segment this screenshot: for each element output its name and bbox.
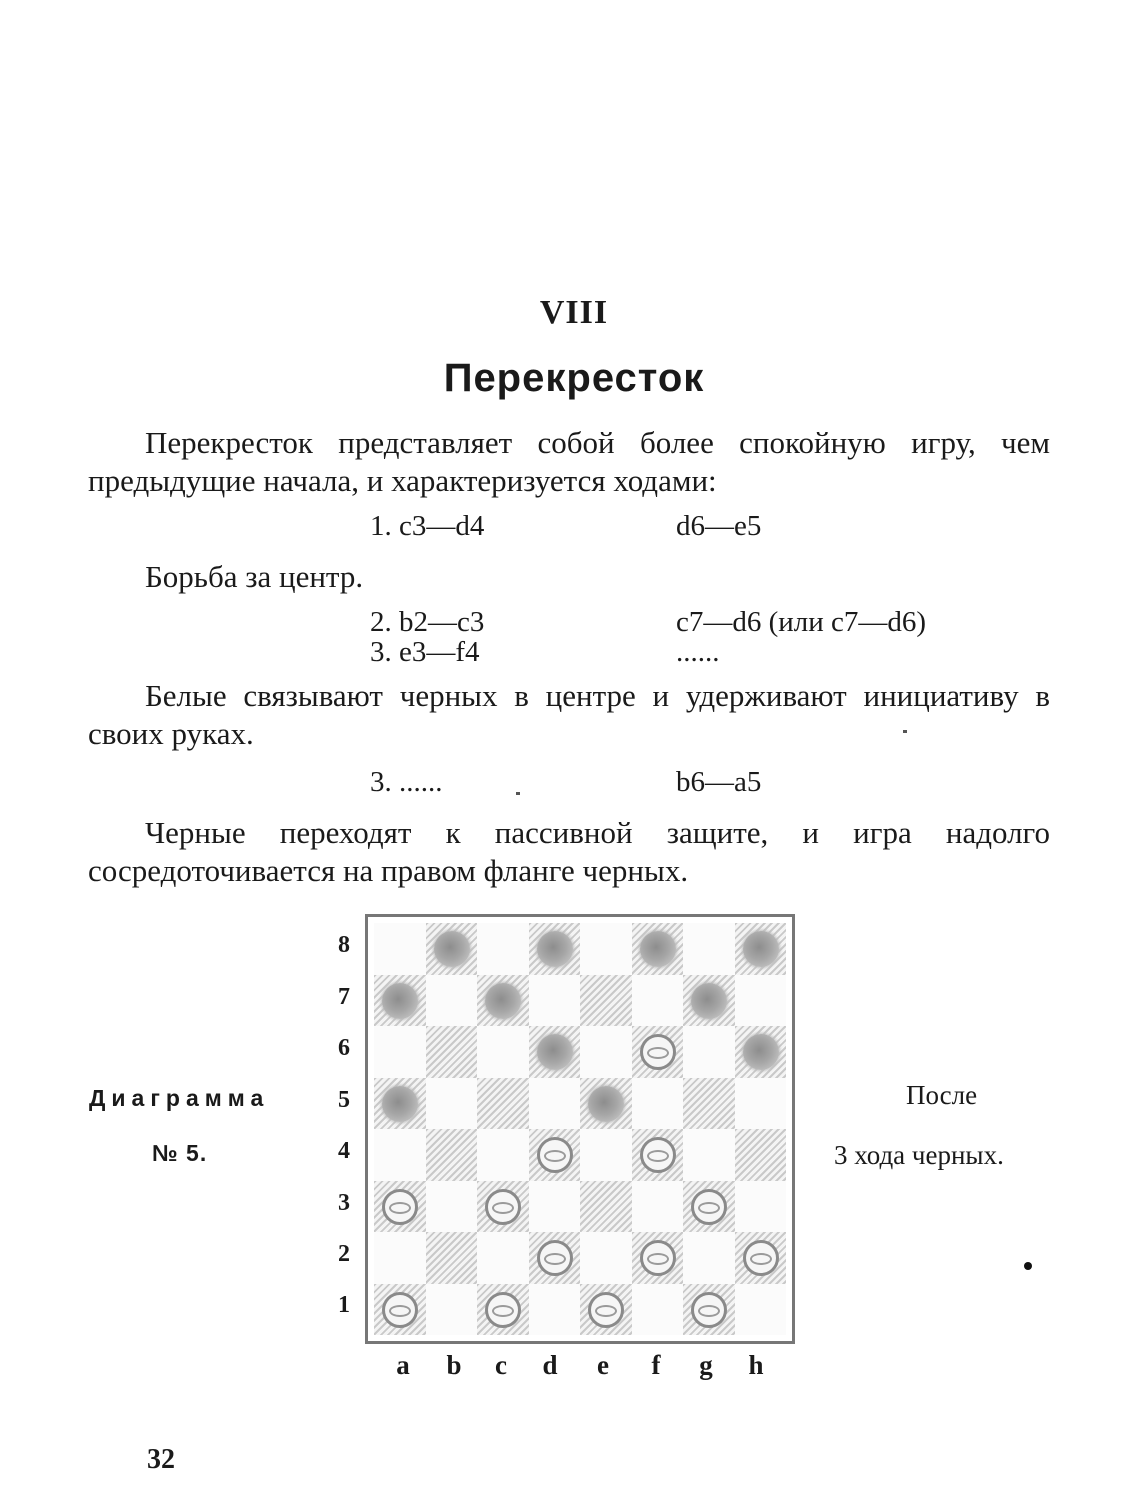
board-square-c6: [477, 1026, 529, 1078]
move-1-white: 1. c3—d4: [370, 510, 485, 542]
file-label-g: g: [699, 1350, 713, 1380]
board-square-e8: [580, 923, 632, 975]
board-square-f1: [632, 1284, 684, 1336]
file-label-d: d: [542, 1350, 558, 1380]
white-checker-d2: [537, 1240, 573, 1276]
black-passive-paragraph: [88, 814, 1050, 890]
white-checker-f2: [640, 1240, 676, 1276]
black-checker-a7: [382, 983, 418, 1019]
intro-paragraph: [88, 424, 1050, 500]
move-2-white: 2. b2—c3: [370, 606, 485, 638]
file-label-c: c: [495, 1350, 507, 1380]
board-square-g7: [683, 975, 735, 1027]
diagram-label: Диаграмма: [89, 1085, 270, 1111]
board-square-e2: [580, 1232, 632, 1284]
board-square-g1: [683, 1284, 735, 1336]
board-square-b7: [426, 975, 478, 1027]
white-checker-h2: [743, 1240, 779, 1276]
board-square-f6: [632, 1026, 684, 1078]
black-checker-g7: [691, 983, 727, 1019]
ink-dot: [1024, 1262, 1032, 1270]
white-checker-g3: [691, 1189, 727, 1225]
board-square-h6: [735, 1026, 787, 1078]
board-square-g4: [683, 1129, 735, 1181]
white-checker-f6: [640, 1034, 676, 1070]
board-square-d4: [529, 1129, 581, 1181]
black-checker-h8: [743, 931, 779, 967]
rank-label-8: 8: [338, 932, 350, 958]
board-square-e5: [580, 1078, 632, 1130]
black-checker-b8: [434, 931, 470, 967]
board-square-a3: [374, 1181, 426, 1233]
intro-text: Перекресток представляет собой более спокойную игру, чем предыдущие начала, и характеризуется ходами:: [88, 425, 1050, 498]
center-text: Борьба за центр.: [145, 559, 364, 594]
black-checker-a5: [382, 1086, 418, 1122]
board-square-h2: [735, 1232, 787, 1284]
board-square-e1: [580, 1284, 632, 1336]
board-square-g5: [683, 1078, 735, 1130]
board-square-a2: [374, 1232, 426, 1284]
board-square-d6: [529, 1026, 581, 1078]
file-label-b: b: [446, 1350, 462, 1380]
white-bind-text: Белые связывают черных в центре и удерживают инициативу в своих руках.: [88, 678, 1050, 751]
board-square-e7: [580, 975, 632, 1027]
board-square-a6: [374, 1026, 426, 1078]
board-square-c3: [477, 1181, 529, 1233]
white-checker-c3: [485, 1189, 521, 1225]
board-square-b1: [426, 1284, 478, 1336]
board-square-a8: [374, 923, 426, 975]
board-square-h8: [735, 923, 787, 975]
black-checker-h6: [743, 1034, 779, 1070]
board-square-c1: [477, 1284, 529, 1336]
rank-label-2: 2: [338, 1241, 350, 1267]
board-square-d5: [529, 1078, 581, 1130]
ink-speck: [903, 730, 907, 733]
file-label-f: f: [651, 1350, 661, 1380]
move-2-black: c7—d6 (или c7—d6): [676, 606, 927, 638]
board-square-b3: [426, 1181, 478, 1233]
board-square-d7: [529, 975, 581, 1027]
board-square-f7: [632, 975, 684, 1027]
rank-label-7: 7: [338, 984, 350, 1010]
rank-label-6: 6: [338, 1035, 350, 1061]
black-passive-text: Черные переходят к пассивной защите, и игра надолго сосредоточивается на правом фланге черных.: [88, 815, 1050, 888]
diagram-caption-after: После: [906, 1080, 978, 1110]
board-square-h5: [735, 1078, 787, 1130]
move-3b-black: b6—a5: [676, 766, 762, 798]
diagram-caption-moves: 3 хода черных.: [834, 1140, 1004, 1170]
black-checker-f8: [640, 931, 676, 967]
white-bind-paragraph: [88, 677, 1050, 753]
board-square-h7: [735, 975, 787, 1027]
board-square-c7: [477, 975, 529, 1027]
board-square-f5: [632, 1078, 684, 1130]
rank-label-3: 3: [338, 1190, 350, 1216]
move-3-black: ......: [676, 636, 720, 668]
board-square-e4: [580, 1129, 632, 1181]
white-checker-f4: [640, 1137, 676, 1173]
board-square-g8: [683, 923, 735, 975]
file-label-h: h: [748, 1350, 764, 1380]
board-square-c8: [477, 923, 529, 975]
white-checker-a1: [382, 1292, 418, 1328]
board-square-c4: [477, 1129, 529, 1181]
white-checker-e1: [588, 1292, 624, 1328]
board-square-a4: [374, 1129, 426, 1181]
rank-label-4: 4: [338, 1138, 350, 1164]
board-square-e3: [580, 1181, 632, 1233]
checkers-board-frame: [365, 914, 795, 1344]
white-checker-c1: [485, 1292, 521, 1328]
file-label-a: a: [396, 1350, 410, 1380]
board-square-g3: [683, 1181, 735, 1233]
black-checker-e5: [588, 1086, 624, 1122]
rank-label-5: 5: [338, 1087, 350, 1113]
white-checker-g1: [691, 1292, 727, 1328]
ink-speck: [516, 792, 520, 795]
white-checker-d4: [537, 1137, 573, 1173]
board-square-d1: [529, 1284, 581, 1336]
board-square-b2: [426, 1232, 478, 1284]
board-square-f3: [632, 1181, 684, 1233]
board-square-h1: [735, 1284, 787, 1336]
board-square-f8: [632, 923, 684, 975]
board-square-h3: [735, 1181, 787, 1233]
board-square-a5: [374, 1078, 426, 1130]
board-square-b8: [426, 923, 478, 975]
move-3b-white: 3. ......: [370, 766, 443, 798]
board-square-a7: [374, 975, 426, 1027]
board-square-d2: [529, 1232, 581, 1284]
move-3-white: 3. e3—f4: [370, 636, 480, 668]
chapter-number: VIII: [539, 294, 609, 331]
board-square-e6: [580, 1026, 632, 1078]
board-square-g2: [683, 1232, 735, 1284]
diagram-number: № 5.: [152, 1140, 208, 1166]
chapter-title: Перекресток: [443, 356, 705, 400]
center-paragraph: [88, 558, 1050, 596]
board-square-d3: [529, 1181, 581, 1233]
board-square-b6: [426, 1026, 478, 1078]
page-number: 32: [147, 1444, 175, 1475]
board-square-d8: [529, 923, 581, 975]
black-checker-d8: [537, 931, 573, 967]
file-label-e: e: [597, 1350, 609, 1380]
board-square-b4: [426, 1129, 478, 1181]
checkers-board: [374, 923, 786, 1335]
board-square-f2: [632, 1232, 684, 1284]
board-square-c5: [477, 1078, 529, 1130]
rank-label-1: 1: [338, 1292, 350, 1318]
board-square-c2: [477, 1232, 529, 1284]
board-square-h4: [735, 1129, 787, 1181]
board-square-g6: [683, 1026, 735, 1078]
board-square-f4: [632, 1129, 684, 1181]
white-checker-a3: [382, 1189, 418, 1225]
black-checker-c7: [485, 983, 521, 1019]
black-checker-d6: [537, 1034, 573, 1070]
move-1-black: d6—e5: [676, 510, 762, 542]
board-square-b5: [426, 1078, 478, 1130]
board-square-a1: [374, 1284, 426, 1336]
